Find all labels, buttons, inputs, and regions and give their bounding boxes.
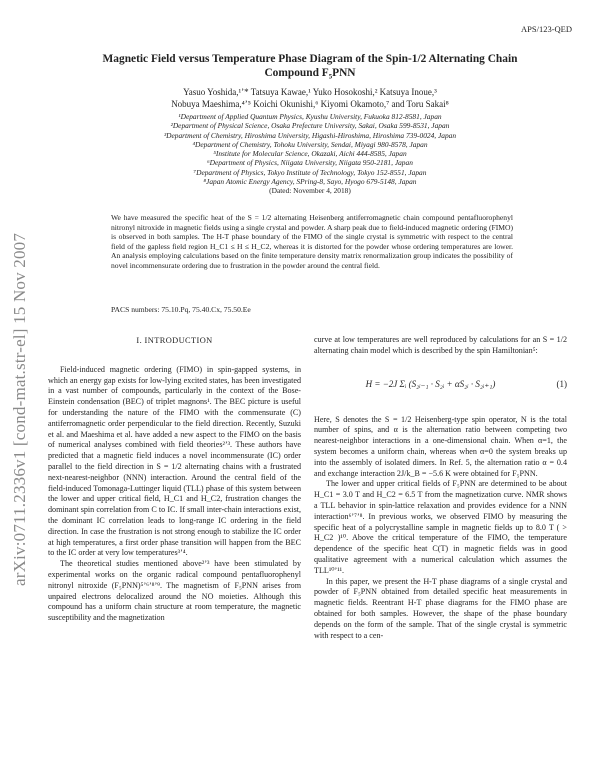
body-paragraph: curve at low temperatures are well reproduced by calculations for an S = 1/2 alternating chain model which is described by the spin Hamiltonian⁵:	[314, 335, 567, 355]
affiliation: ⁷Department of Physics, Tokyo Institute of Technology, Tokyo 152-8551, Japan	[193, 167, 427, 177]
equation-body: H = −2J Σᵢ (S₂ᵢ₋₁ · S₂ᵢ + αS₂ᵢ · S₂ᵢ₊₁)	[365, 379, 496, 390]
affiliation: ⁴Department of Chemistry, Tohoku University, Sendai, Miyagi 980-8578, Japan	[192, 139, 428, 149]
title-line: Magnetic Field versus Temperature Phase Diagram of the Spin-1/2 Alternating Chain	[102, 53, 518, 65]
pacs-numbers: PACS numbers: 75.10.Pq, 75.40.Cx, 75.50.Ee	[111, 305, 251, 314]
date-line: (Dated: November 4, 2018)	[269, 186, 351, 196]
arxiv-stamp: arXiv:0711.2336v1 [cond-mat.str-el] 15 Nov 2007	[10, 232, 29, 586]
body-paragraph: The theoretical studies mentioned above²ʼ³ have been stimulated by experimental works on the organic radical compound pentafluorophenyl nitronyl nitroxide (F₅PNN)⁵ʼ⁶ʼ⁸ʼ⁹. The magnetism of F₅PNN arises from unpaired electrons delocalized around the NO moieties. Although this compound has a uniform chain structure at room temperature, the magnetic susceptibility and the magnetization	[48, 559, 301, 623]
author-line: Yasuo Yoshida,¹ʼ* Tatsuya Kawae,¹ Yuko Hosokoshi,² Katsuya Inoue,³	[183, 87, 437, 97]
author-line: Nobuya Maeshima,⁴ʼ⁵ Koichi Okunishi,⁶ Kiyomi Okamoto,⁷ and Toru Sakai⁸	[171, 99, 449, 109]
affiliation-list	[70, 112, 550, 196]
body-paragraph: Field-induced magnetic ordering (FIMO) in spin-gapped systems, in which an energy gap exists for low-lying excited states, has been investigated in a vast number of compounds, particularly in the context of the Bose-Einstein condensation (BEC) of triplet magnons¹. The BEC picture is useful for understanding the nature of the FIMO with the commensurate (C) antiferromagnetic order perpendicular to the field direction. Recently, Suzuki et al. and Maeshima et al. have added a new aspect to the FIMO on the basis of numerical analyses combined with field theories²ʼ³. These authors have predicted that a magnetic field induces a novel incommensurate (IC) order parallel to the field direction in S = 1/2 alternating chains with a frustrated next-nearest-neighbor (NNN) interaction. Around the central field of the field-induced Tomonaga-Luttinger liquid (TLL) phase of this system between the lower and upper critical field, H_C1 and H_C2, frustration changes the dominant spin correlation from C to IC. If small inter-chain interactions exist, the dominant IC correlation leads to long-range IC ordering in the field direction. In case the frustration is not strong enough to stabilize the IC order at high temperatures, a first order phase transition will happen from the BEC to the IC order at very low temperatures³ʼ⁴.	[48, 364, 301, 558]
affiliation: ⁶Department of Physics, Niigata University, Niigata 950-2181, Japan	[207, 158, 413, 168]
body-paragraph: In this paper, we present the H-T phase diagrams of a single crystal and powder of F₅PNN obtained from detailed specific heat measurements in magnetic fields. Reentrant H-T phase diagrams for the FIMO phase are obtained for both samples. However, the shape of the phase boundary depends on the form of the sample. That of the single crystal is symmetric with respect to a cen-	[314, 576, 567, 640]
equation-number: (1)	[556, 379, 567, 390]
affiliation: ²Department of Physical Science, Osaka Prefecture University, Sakai, Osaka 599-8531, Japan	[170, 121, 450, 131]
abstract: We have measured the specific heat of the S = 1/2 alternating Heisenberg antiferromagnetic chain compound pentafluorophenyl nitronyl nitroxide in magnetic fields using a single crystal and powder. A sharp peak due to field-induced magnetic ordering (FIMO) is observed in both samples. The H-T phase boundary of the FIMO of the single crystal is symmetric with respect to the central field of the gapless field region H_C1 ≤ H ≤ H_C2, whereas it is distorted for the powder whose ordering temperatures are lower. An analysis employing calculations based on the finite temperature density matrix renormalization group indicates the possibility of novel incommensurate ordering due to frustration in the powder around the central field.	[111, 213, 513, 270]
paper-title	[70, 52, 550, 80]
affiliation: ⁵Institute for Molecular Science, Okazaki, Aichi 444-8585, Japan	[213, 149, 407, 159]
right-column	[314, 335, 567, 641]
affiliation: ³Department of Chemistry, Hiroshima University, Higashi-Hiroshima, Hiroshima 739-0024, Japan	[163, 130, 457, 140]
left-column	[48, 336, 301, 624]
title-line: Compound F₅PNN	[264, 67, 356, 79]
body-paragraph: Here, S denotes the S = 1/2 Heisenberg-type spin operator, N is the total number of spins, and α is the alternation ratio between competing two nearest-neighbor interactions in a one-dimensional chain. When α=1, the system becomes a uniform chain, whereas when α=0 the system breaks up into the assembly of isolated dimers. In Ref. 5, the alternation ratio α = 0.4 and exchange interaction 2J/k_B = −5.6 K were obtained for F₅PNN.	[314, 414, 567, 478]
affiliation: ¹Department of Applied Quantum Physics, Kyushu University, Fukuoka 812-8581, Japan	[178, 112, 442, 121]
section-heading: I. INTRODUCTION	[136, 336, 213, 345]
affiliation: ⁸Japan Atomic Energy Agency, SPring-8, Sayo, Hyogo 679-5148, Japan	[203, 177, 417, 187]
body-paragraph: The lower and upper critical fields of F₅PNN are determined to be about H_C1 = 3.0 T and H_C2 = 6.5 T from the magnetization curve. NMR shows a TLL behavior in spin-lattice relaxation and provides evidence for a NNN interaction⁶ʼ⁷ʼ⁸. In previous works, we observed FIMO by measuring the specific heat of a polycrystalline sample in magnetic fields up to 8.0 T ( > H_C2 )¹⁰. Above the critical temperature of the FIMO, the temperature dependence of the specific heat C(T) in magnetic fields was in good qualitative agreement with a numerical calculation which assumes the TLL¹⁰ʼ¹¹.	[314, 479, 567, 575]
report-id: APS/123-QED	[520, 24, 572, 34]
author-list	[80, 86, 540, 110]
hamiltonian-equation	[314, 361, 567, 409]
